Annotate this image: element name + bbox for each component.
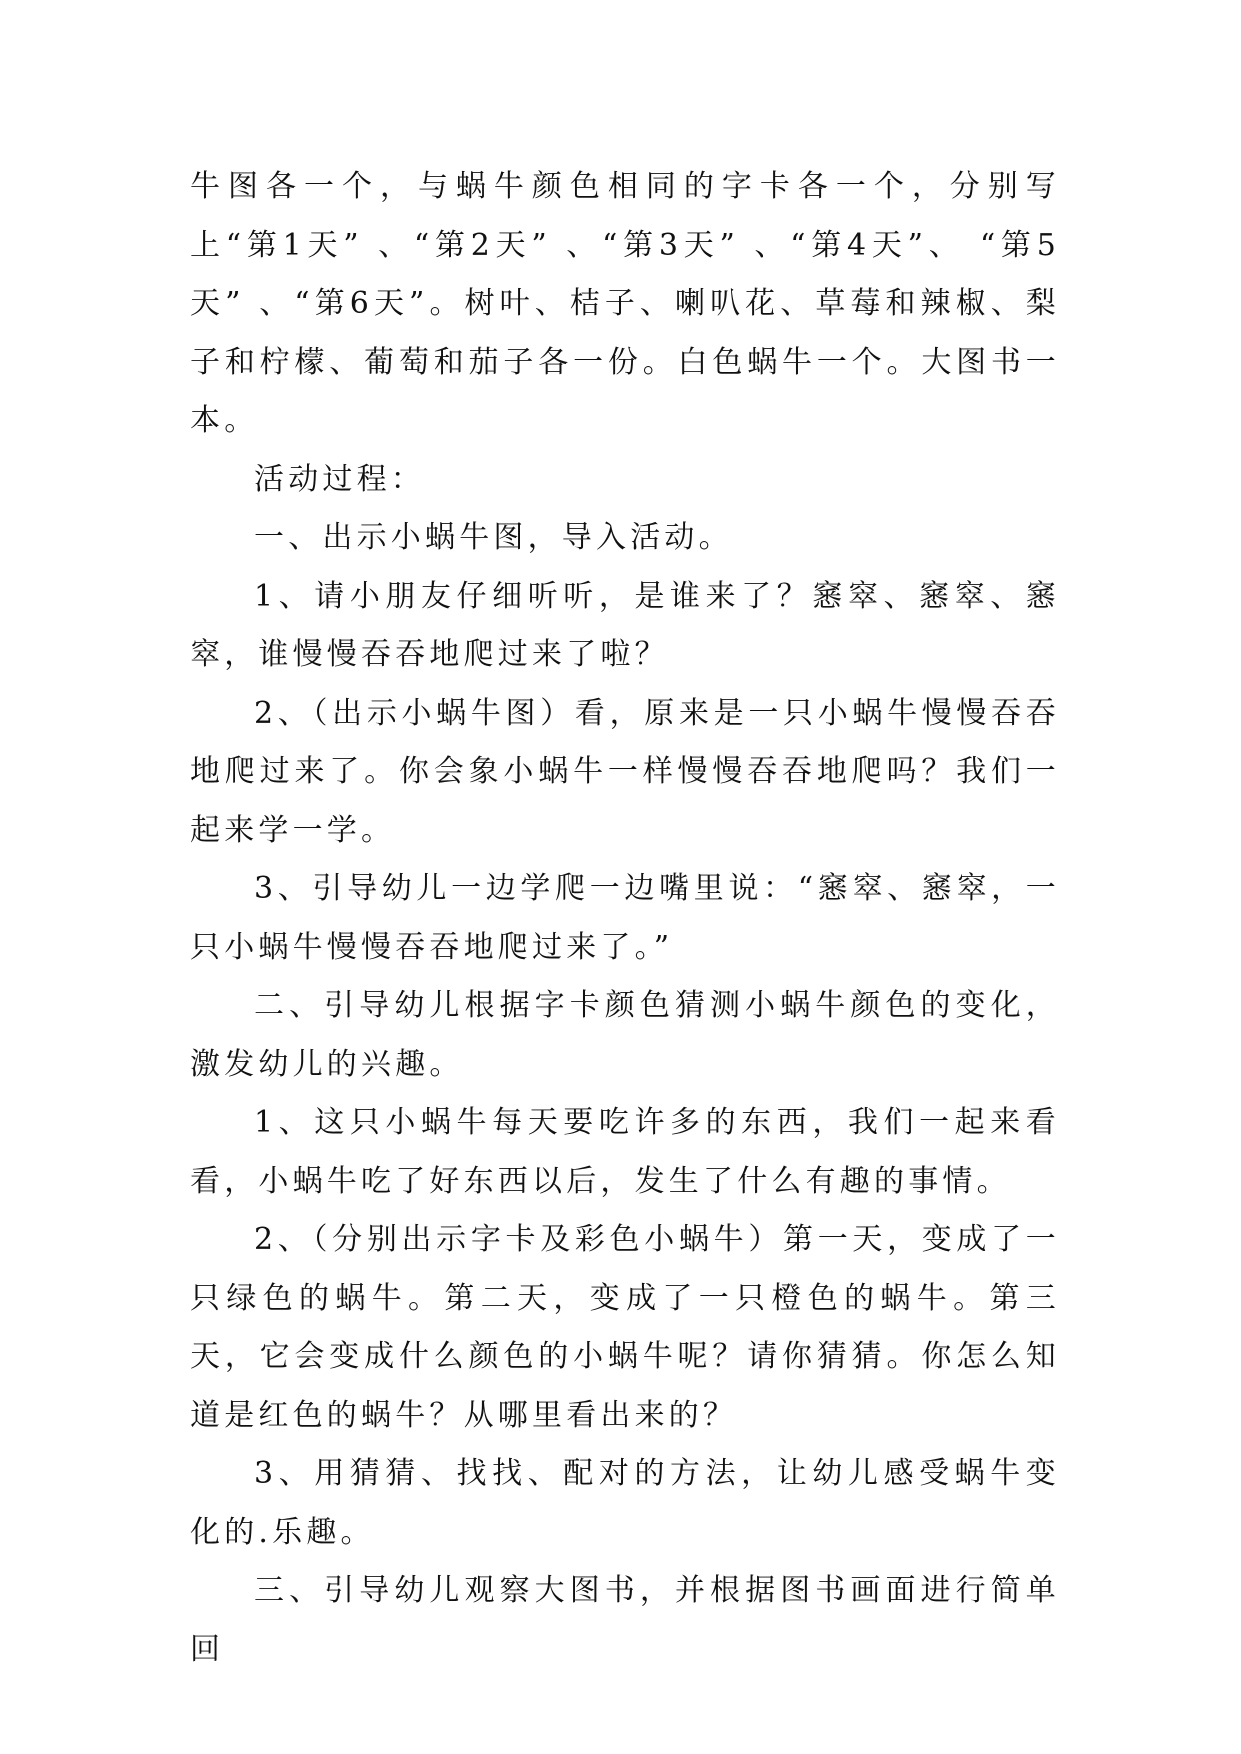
document-body	[190, 158, 1060, 1679]
section-heading-1: 一、出示小蜗牛图，导入活动。	[254, 520, 733, 555]
paragraph-step-1-1: 1、请小朋友仔细听听，是谁来了？窸窣、窸窣、窸窣，谁慢慢吞吞地爬过来了啦？	[190, 578, 1060, 672]
paragraph-step-2-1: 1、这只小蜗牛每天要吃许多的东西，我们一起来看看，小蜗牛吃了好东西以后，发生了什么有趣的事情。	[190, 1105, 1060, 1199]
section-heading-2: 二、引导幼儿根据字卡颜色猜测小蜗牛颜色的变化，激发幼儿的兴趣。	[190, 988, 1060, 1082]
heading-activity-process: 活动过程：	[254, 461, 425, 497]
paragraph-step-2-2: 2、（分别出示字卡及彩色小蜗牛）第一天，变成了一只绿色的蜗牛。第二天，变成了一只橙色的蜗牛。第三天，它会变成什么颜色的小蜗牛呢？请你猜猜。你怎么知道是红色的蜗牛？从哪里看出来的？	[190, 1222, 1060, 1433]
section-heading-3: 三、引导幼儿观察大图书，并根据图书画面进行简单回	[190, 1573, 1060, 1667]
paragraph-materials: 牛图各一个，与蜗牛颜色相同的字卡各一个，分别写上“第1天” 、“第2天” 、“第3天” 、“第4天”、 “第5天” 、“第6天”。树叶、桔子、喇叭花、草莓和辣椒、梨子和柠檬、葡萄和茄子各一份。白色蜗牛一个。大图书一本。	[190, 169, 1060, 438]
paragraph-step-1-3: 3、引导幼儿一边学爬一边嘴里说：“窸窣、窸窣，一只小蜗牛慢慢吞吞地爬过来了。”	[190, 871, 1060, 965]
paragraph-step-2-3: 3、用猜猜、找找、配对的方法，让幼儿感受蜗牛变化的.乐趣。	[190, 1456, 1060, 1550]
paragraph-step-1-2: 2、（出示小蜗牛图）看，原来是一只小蜗牛慢慢吞吞地爬过来了。你会象小蜗牛一样慢慢吞吞地爬吗？我们一起来学一学。	[190, 695, 1060, 848]
